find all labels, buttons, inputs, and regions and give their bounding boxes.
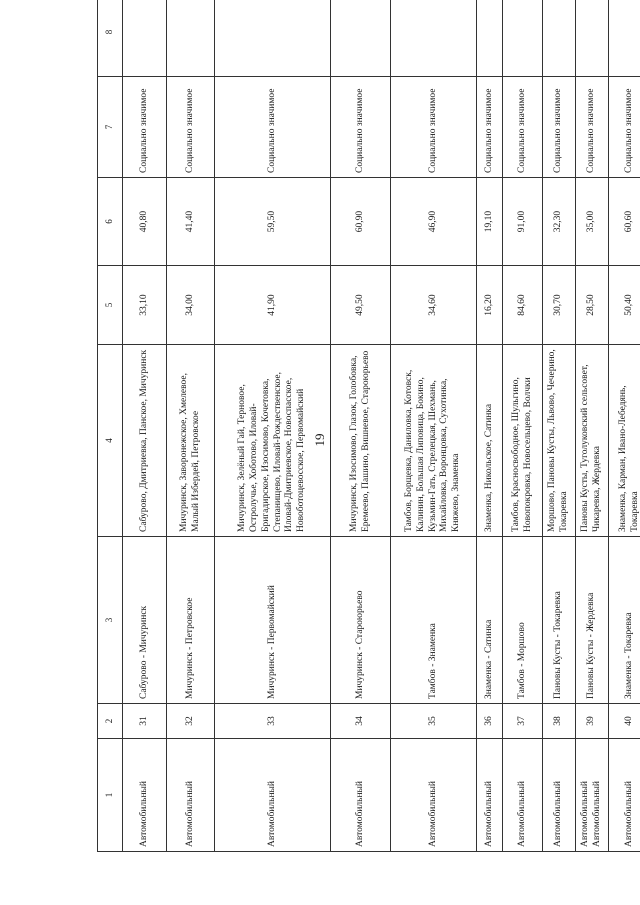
length-cell: 84,60 [503, 266, 543, 345]
value-cell: 35,00 [576, 178, 609, 266]
status-cell: Социально значимое [167, 77, 215, 178]
empty-cell [167, 0, 215, 77]
table-row [576, 0, 609, 852]
stops-cell: Знаменка, Никольское, Сатинка [477, 345, 503, 537]
transport-type-cell: Автомобильный [543, 739, 576, 852]
table-row [543, 0, 576, 852]
empty-cell [215, 0, 331, 77]
length-cell: 30,70 [543, 266, 576, 345]
route-name-cell: Сабурово - Мичуринск [123, 537, 167, 704]
transport-type-cell: Автомобильный [167, 739, 215, 852]
route-number-cell: 36 [477, 704, 503, 739]
stops-cell: Мичуринск, Зелёный Гай, Терновое, Остролучье, Хоботово, Иловай-Бригадирское, Изосимово, Кочетовка, Степанищево, Иловай-Рождественское, Иловай-Дмитриевское, Новоспасское, Новоботоцевосское, Первомайский [215, 345, 331, 537]
route-name-cell: Знаменка - Сатинка [477, 537, 503, 704]
transport-type-cell: Автомобильный Автомобильный [576, 739, 609, 852]
page-number: 19 [312, 433, 327, 447]
route-number-cell: 39 [576, 704, 609, 739]
empty-cell [576, 0, 609, 77]
stops-cell: Моршово, Пановы Кусты, Львово, Чечерино, Токаревка [543, 345, 576, 537]
length-cell: 33,10 [123, 266, 167, 345]
stops-cell: Знаменка, Карман, Ивано-Лебедянь, Токаревка [609, 345, 640, 537]
route-number-cell: 33 [215, 704, 331, 739]
route-number-cell: 31 [123, 704, 167, 739]
header-row [98, 0, 123, 852]
route-name-cell: Мичуринск - Петровское [167, 537, 215, 704]
routes-table [97, 0, 640, 852]
transport-type-cell: Автомобильный [123, 739, 167, 852]
length-cell: 28,50 [576, 266, 609, 345]
column-header-5: 5 [98, 266, 123, 345]
column-header-6: 6 [98, 178, 123, 266]
transport-type-cell: Автомобильный [391, 739, 477, 852]
status-cell: Социально значимое [543, 77, 576, 178]
empty-cell [543, 0, 576, 77]
length-cell: 16,20 [477, 266, 503, 345]
value-cell: 41,40 [167, 178, 215, 266]
column-header-4: 4 [98, 345, 123, 537]
transport-type-cell: Автомобильный [503, 739, 543, 852]
route-name-cell: Пановы Кусты - Токаревка [543, 537, 576, 704]
transport-type-cell: Автомобильный [215, 739, 331, 852]
length-cell: 49,50 [331, 266, 391, 345]
transport-type-cell: Автомобильный [609, 739, 640, 852]
value-cell: 40,80 [123, 178, 167, 266]
route-name-cell: Тамбов - Знаменка [391, 537, 477, 704]
route-number-cell: 37 [503, 704, 543, 739]
status-cell: Социально значимое [477, 77, 503, 178]
stops-cell: Пановы Кусты, Туголуковский сельсовет, Чикаревка, Жердевка [576, 345, 609, 537]
stops-cell: Тамбов, Борщевка, Даниловка, Котовск, Калинин, Большая Липовица, Бокино, Кузьмин-Гать, Стрелецкая, Шехмань, Михайловка, Воронцовка, Сухотинка, Княжево, Знаменка [391, 345, 477, 537]
column-header-1: 1 [98, 739, 123, 852]
status-cell: Социально значимое [609, 77, 640, 178]
value-cell: 60,90 [331, 178, 391, 266]
empty-cell [503, 0, 543, 77]
status-cell: Социально значимое [123, 77, 167, 178]
empty-cell [331, 0, 391, 77]
transport-type-cell: Автомобильный [331, 739, 391, 852]
stops-cell: Тамбов, Красносвободное, Шульгино, Новопокровка, Новосельцево, Волчки [503, 345, 543, 537]
route-number-cell: 38 [543, 704, 576, 739]
empty-cell [477, 0, 503, 77]
column-header-8: 8 [98, 0, 123, 77]
value-cell: 59,50 [215, 178, 331, 266]
status-cell: Социально значимое [331, 77, 391, 178]
stops-cell: Мичуринск, Заворонежское, Хмелевое, Малый Избердей, Петровское [167, 345, 215, 537]
value-cell: 46,90 [391, 178, 477, 266]
transport-type-cell: Автомобильный [477, 739, 503, 852]
empty-cell [391, 0, 477, 77]
empty-cell [123, 0, 167, 77]
table-row [167, 0, 215, 852]
table-row [503, 0, 543, 852]
routes-table-container [97, 29, 640, 852]
length-cell: 34,60 [391, 266, 477, 345]
value-cell: 91,00 [503, 178, 543, 266]
length-cell: 34,00 [167, 266, 215, 345]
route-number-cell: 35 [391, 704, 477, 739]
length-cell: 41,90 [215, 266, 331, 345]
value-cell: 60,60 [609, 178, 640, 266]
route-name-cell: Мичуринск - Первомайский [215, 537, 331, 704]
length-cell: 50,40 [609, 266, 640, 345]
route-number-cell: 34 [331, 704, 391, 739]
route-number-cell: 32 [167, 704, 215, 739]
status-cell: Социально значимое [391, 77, 477, 178]
status-cell: Социально значимое [215, 77, 331, 178]
column-header-3: 3 [98, 537, 123, 704]
stops-cell: Мичуринск, Изосимово, Глазок, Голобовка, Еремеево, Пашино, Вишневое, Староюрьево [331, 345, 391, 537]
table-row [215, 0, 331, 852]
table-row [331, 0, 391, 852]
route-number-cell: 40 [609, 704, 640, 739]
table-row [477, 0, 503, 852]
value-cell: 19,10 [477, 178, 503, 266]
column-header-2: 2 [98, 704, 123, 739]
route-name-cell: Знаменка - Токаревка [609, 537, 640, 704]
empty-cell [609, 0, 640, 77]
status-cell: Социально значимое [576, 77, 609, 178]
table-row [391, 0, 477, 852]
route-name-cell: Мичуринск - Староюрьево [331, 537, 391, 704]
column-header-7: 7 [98, 77, 123, 178]
stops-cell: Сабурово, Дмитриевка, Панское, Мичуринск [123, 345, 167, 537]
table-row [123, 0, 167, 852]
status-cell: Социально значимое [503, 77, 543, 178]
route-name-cell: Тамбов - Моршово [503, 537, 543, 704]
route-name-cell: Пановы Кусты - Жердевка [576, 537, 609, 704]
value-cell: 32,30 [543, 178, 576, 266]
table-row [609, 0, 640, 852]
